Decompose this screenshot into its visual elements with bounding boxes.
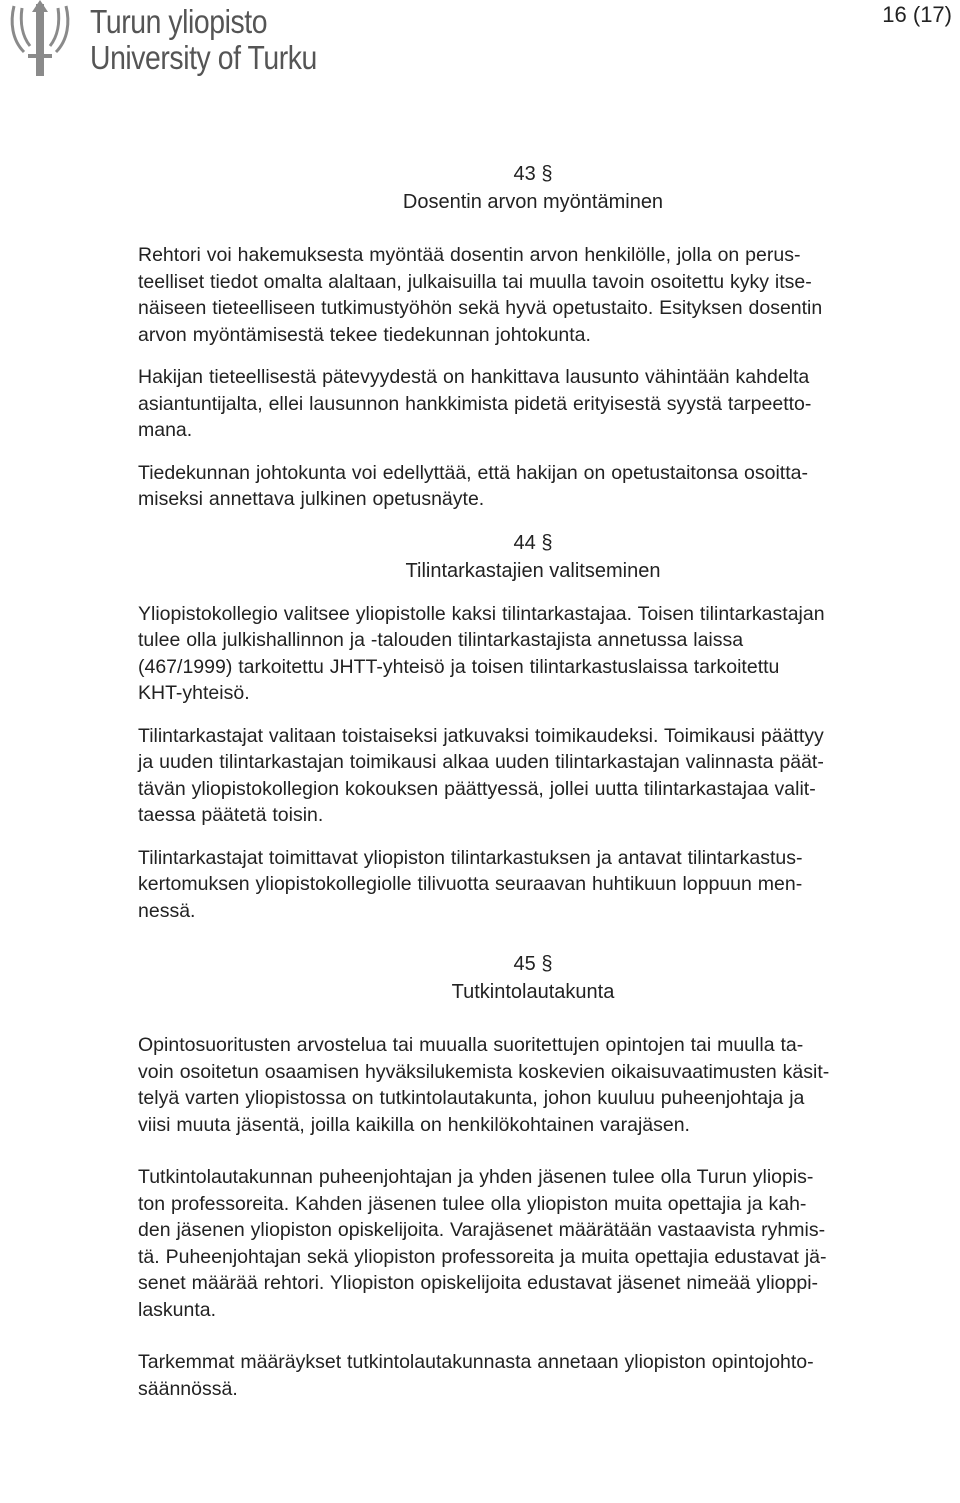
text-line: nessä. — [138, 899, 196, 922]
text-line: tulee olla julkishallinnon ja -talouden tilintarkastajista annetussa laissa — [138, 629, 744, 651]
paragraph — [138, 723, 958, 829]
text-line: tävän yliopistokollegion kokouksen päättyessä, jollei uutta tilintarkastajaa valit- — [138, 777, 816, 800]
section-45 — [138, 950, 958, 1402]
text-line: laskunta. — [138, 1298, 217, 1321]
university-logo — [0, 0, 320, 80]
section-number: 43 § — [513, 163, 553, 185]
text-line: ton professoreita. Kahden jäsenen tulee olla yliopiston muita opettajia ja kah- — [138, 1192, 807, 1215]
paragraph — [138, 601, 958, 707]
paragraph — [138, 242, 958, 348]
section-43 — [138, 160, 958, 513]
logo-wordmark — [90, 4, 354, 76]
section-title: Tilintarkastajien valitseminen — [405, 559, 661, 582]
section-number: 44 § — [513, 531, 553, 554]
text-line: kertomuksen yliopistokollegiolle tilivuotta seuraavan huhtikuun loppuun men- — [138, 873, 803, 895]
seal-icon — [0, 0, 80, 80]
text-line: Tilintarkastajat valitaan toistaiseksi jatkuvaksi toimikaudeksi. Toimikausi päättyy — [138, 724, 824, 747]
document-body — [138, 160, 958, 1402]
text-line: teelliset tiedot omalta alaltaan, julkaisuilla tai muulla tavoin osoitettu kyky itse- — [138, 270, 812, 293]
section-44 — [138, 529, 958, 925]
text-line: Tilintarkastajat toimittavat yliopiston tilintarkastuksen ja antavat tilintarkastus- — [138, 846, 803, 869]
text-line: den jäsenen yliopiston opiskelijoita. Varajäsenet määrätään vastaavista ryhmis- — [138, 1219, 826, 1241]
section-title: Tutkintolautakunta — [451, 981, 615, 1003]
text-line: Tarkemmat määräykset tutkintolautakunnasta annetaan yliopiston opintojohto- — [138, 1351, 814, 1373]
text-line: Rehtori voi hakemuksesta myöntää dosentin arvon henkilölle, jolla on perus- — [138, 244, 801, 266]
text-line: viisi muuta jäsentä, joilla kaikilla on henkilökohtainen varajäsen. — [138, 1113, 690, 1136]
text-line: arvon myöntämisestä tekee tiedekunnan johtokunta. — [138, 323, 591, 346]
text-line: tä. Puheenjohtajan sekä yliopiston professoreita ja muita opettajia edustavat jä- — [138, 1245, 827, 1268]
text-line: (467/1999) tarkoitettu JHTT-yhteisö ja toisen tilintarkastuslaissa tarkoitettu — [138, 655, 780, 678]
section-title: Dosentin arvon myöntäminen — [402, 191, 664, 213]
paragraph — [138, 1349, 958, 1402]
text-line: taessa päätetä toisin. — [138, 804, 324, 826]
text-line: mana. — [138, 419, 193, 441]
paragraph — [138, 845, 958, 925]
text-line: ja uuden tilintarkastajan toimikausi alkaa uuden tilintarkastajan valinnasta päät- — [138, 751, 824, 773]
text-line: KHT-yhteisö. — [138, 682, 250, 704]
section-number: 45 § — [513, 953, 553, 975]
text-line: Hakijan tieteellisestä pätevyydestä on hankittava lausunto vähintään kahdelta — [138, 366, 810, 388]
paragraph — [138, 1032, 958, 1138]
text-line: asiantuntijalta, ellei lausunnon hankkimista pidetä erityisestä syystä tarpeetto- — [138, 392, 812, 415]
text-line: Tutkintolautakunnan puheenjohtajan ja yhden jäsenen tulee olla Turun yliopis- — [138, 1166, 814, 1188]
paragraph — [138, 364, 958, 444]
text-line: senet määrää rehtori. Yliopiston opiskelijoita edustavat jäsenet nimeää ylioppi- — [138, 1272, 819, 1294]
logo-line-finnish: Turun yliopisto — [90, 3, 268, 40]
paragraph — [138, 460, 958, 513]
text-line: telyä varten yliopistossa on tutkintolautakunta, johon kuuluu puheenjohtaja ja — [138, 1087, 805, 1109]
text-line: näiseen tieteelliseen tutkimustyöhön sekä hyvä opetustaito. Esityksen dosentin — [138, 297, 823, 319]
text-line: Tiedekunnan johtokunta voi edellyttää, että hakijan on opetustaitonsa osoitta- — [138, 461, 808, 484]
logo-line-english: University of Turku — [90, 39, 317, 76]
text-line: miseksi annettava julkinen opetusnäyte. — [138, 488, 485, 510]
text-line: voin osoitetun osaamisen hyväksilukemista koskevien oikaisuvaatimusten käsit- — [138, 1060, 830, 1083]
text-line: Yliopistokollegio valitsee yliopistolle kaksi tilintarkastajaa. Toisen tilintarkastajan — [138, 602, 825, 625]
page-number: 16 (17) — [882, 2, 952, 27]
text-line: säännössä. — [138, 1377, 238, 1400]
paragraph — [138, 1164, 958, 1323]
text-line: Opintosuoritusten arvostelua tai muualla suoritettujen opintojen tai muulla ta- — [138, 1034, 804, 1056]
